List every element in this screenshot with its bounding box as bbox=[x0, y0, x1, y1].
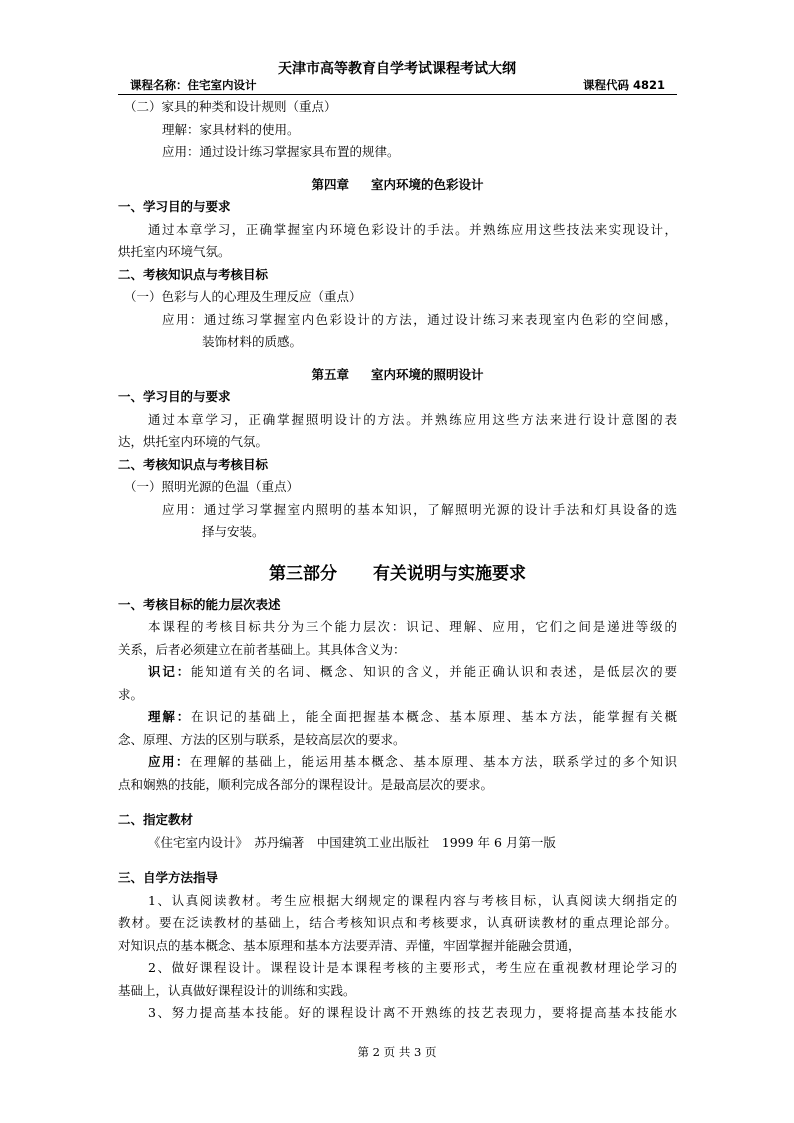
level-understand-line: 理解：在识记的基础上，能全面把握基本概念、基本原理、基本方法，能掌握有关概 bbox=[148, 709, 677, 724]
level-apply-line: 应用：在理解的基础上，能运用基本概念、基本原理、基本方法，联系学过的多个知识 bbox=[148, 754, 677, 769]
method-line: 对知识点的基本概念、基本原理和基本方法要弄清、弄懂，牢固掌握并能融会贯通， bbox=[118, 937, 581, 953]
ch4-section-2-heading: 二、考核知识点与考核目标 bbox=[118, 266, 269, 282]
document-title: 天津市高等教育自学考试课程考试大纲 bbox=[278, 61, 516, 77]
ch4-knowledge-point: （一）色彩与人的心理及生理反应（重点） bbox=[124, 289, 362, 304]
ch4-apply-line: 应用：通过练习掌握室内色彩设计的方法，通过设计练习来表现室内色彩的空间感， bbox=[162, 311, 677, 327]
method-line: 教材。要在泛读教材的基础上，结合考核知识点和考核要求，认真研读教材的重点理论部分。 bbox=[118, 915, 677, 930]
ch4-apply-line: 装饰材料的质感。 bbox=[202, 334, 303, 349]
part-3-heading bbox=[118, 554, 677, 594]
level-recall-term: 识记： bbox=[148, 664, 192, 679]
ch5-apply-line: 应用：通过学习掌握室内照明的基本知识，了解照明光源的设计手法和灯具设备的选 bbox=[162, 501, 677, 517]
ch5-section-2-heading: 二、考核知识点与考核目标 bbox=[118, 456, 269, 472]
ch5-paragraph-line: 达，烘托室内环境的气氛。 bbox=[118, 434, 269, 449]
method-line: 3、努力提高基本技能。好的课程设计离不开熟练的技艺表现力，要将提高基本技能水 bbox=[148, 1005, 677, 1020]
p3-section-2-heading: 二、指定教材 bbox=[118, 812, 194, 827]
level-understand-term: 理解： bbox=[148, 709, 192, 724]
chapter-4-heading bbox=[118, 174, 677, 197]
ch5-paragraph-line: 通过本章学习，正确掌握照明设计的方法。并熟练应用这些方法来进行设计意图的表 bbox=[148, 411, 677, 427]
level-apply-line: 点和娴熟的技能，顺利完成各部分的课程设计。是最高层次的要求。 bbox=[118, 776, 494, 792]
p3-paragraph-line: 本课程的考核目标共分为三个能力层次：识记、理解、应用，它们之间是递进等级的 bbox=[148, 619, 677, 634]
understand-line: 理解：家具材料的使用。 bbox=[162, 121, 300, 137]
chapter-5-heading bbox=[118, 364, 677, 387]
subsection-heading: （二）家具的种类和设计规则（重点） bbox=[124, 99, 337, 114]
page-footer: 第 2 页 共 3 页 bbox=[357, 1045, 437, 1059]
p3-paragraph-line: 关系，后者必须建立在前者基础上。其具体含义为： bbox=[118, 641, 406, 657]
ch5-section-1-heading: 一、学习目的与要求 bbox=[118, 389, 231, 404]
ch4-section-1-heading: 一、学习目的与要求 bbox=[118, 199, 231, 214]
course-name: 课程名称：住宅室内设计 bbox=[130, 78, 257, 92]
part-3-number: 第三部分 bbox=[269, 563, 337, 584]
ch4-paragraph-line: 烘托室内环境气氛。 bbox=[118, 244, 231, 259]
textbook-line: 《住宅室内设计》 苏丹编著 中国建筑工业出版社 1999 年 6 月第一版 bbox=[148, 834, 556, 850]
chapter-4-title: 室内环境的色彩设计 bbox=[371, 176, 484, 192]
page-content bbox=[118, 96, 677, 1025]
method-line: 1、认真阅读教材。考生应根据大纲规定的课程内容与考核目标，认真阅读大纲指定的 bbox=[148, 892, 677, 908]
chapter-4-number: 第四章 bbox=[311, 176, 349, 192]
ch5-apply-line: 择与安装。 bbox=[202, 524, 265, 539]
p3-section-1-heading: 一、考核目标的能力层次表述 bbox=[118, 596, 281, 612]
level-recall-line: 识记：能知道有关的名词、概念、知识的含义，并能正确认识和表述，是低层次的要 bbox=[148, 664, 677, 679]
apply-line: 应用：通过设计练习掌握家具布置的规律。 bbox=[162, 144, 400, 159]
ch5-knowledge-point: （一）照明光源的色温（重点） bbox=[124, 479, 300, 494]
part-3-title: 有关说明与实施要求 bbox=[373, 563, 526, 584]
level-recall-line: 求。 bbox=[118, 686, 144, 702]
level-understand-line: 念、原理、方法的区别与联系，是较高层次的要求。 bbox=[118, 731, 406, 747]
level-apply-term: 应用： bbox=[148, 754, 190, 769]
method-line: 基础上，认真做好课程设计的训练和实践。 bbox=[118, 982, 356, 998]
method-line: 2、做好课程设计。课程设计是本课程考核的主要形式，考生应在重视教材理论学习的 bbox=[148, 960, 677, 975]
chapter-5-title: 室内环境的照明设计 bbox=[371, 366, 484, 382]
running-header bbox=[118, 76, 677, 95]
chapter-5-number: 第五章 bbox=[311, 366, 349, 382]
course-code: 课程代码 4821 bbox=[582, 78, 665, 92]
ch4-paragraph-line: 通过本章学习，正确掌握室内环境色彩设计的手法。并熟练应用这些技法来实现设计， bbox=[148, 221, 677, 237]
p3-section-3-heading: 三、自学方法指导 bbox=[118, 870, 219, 885]
